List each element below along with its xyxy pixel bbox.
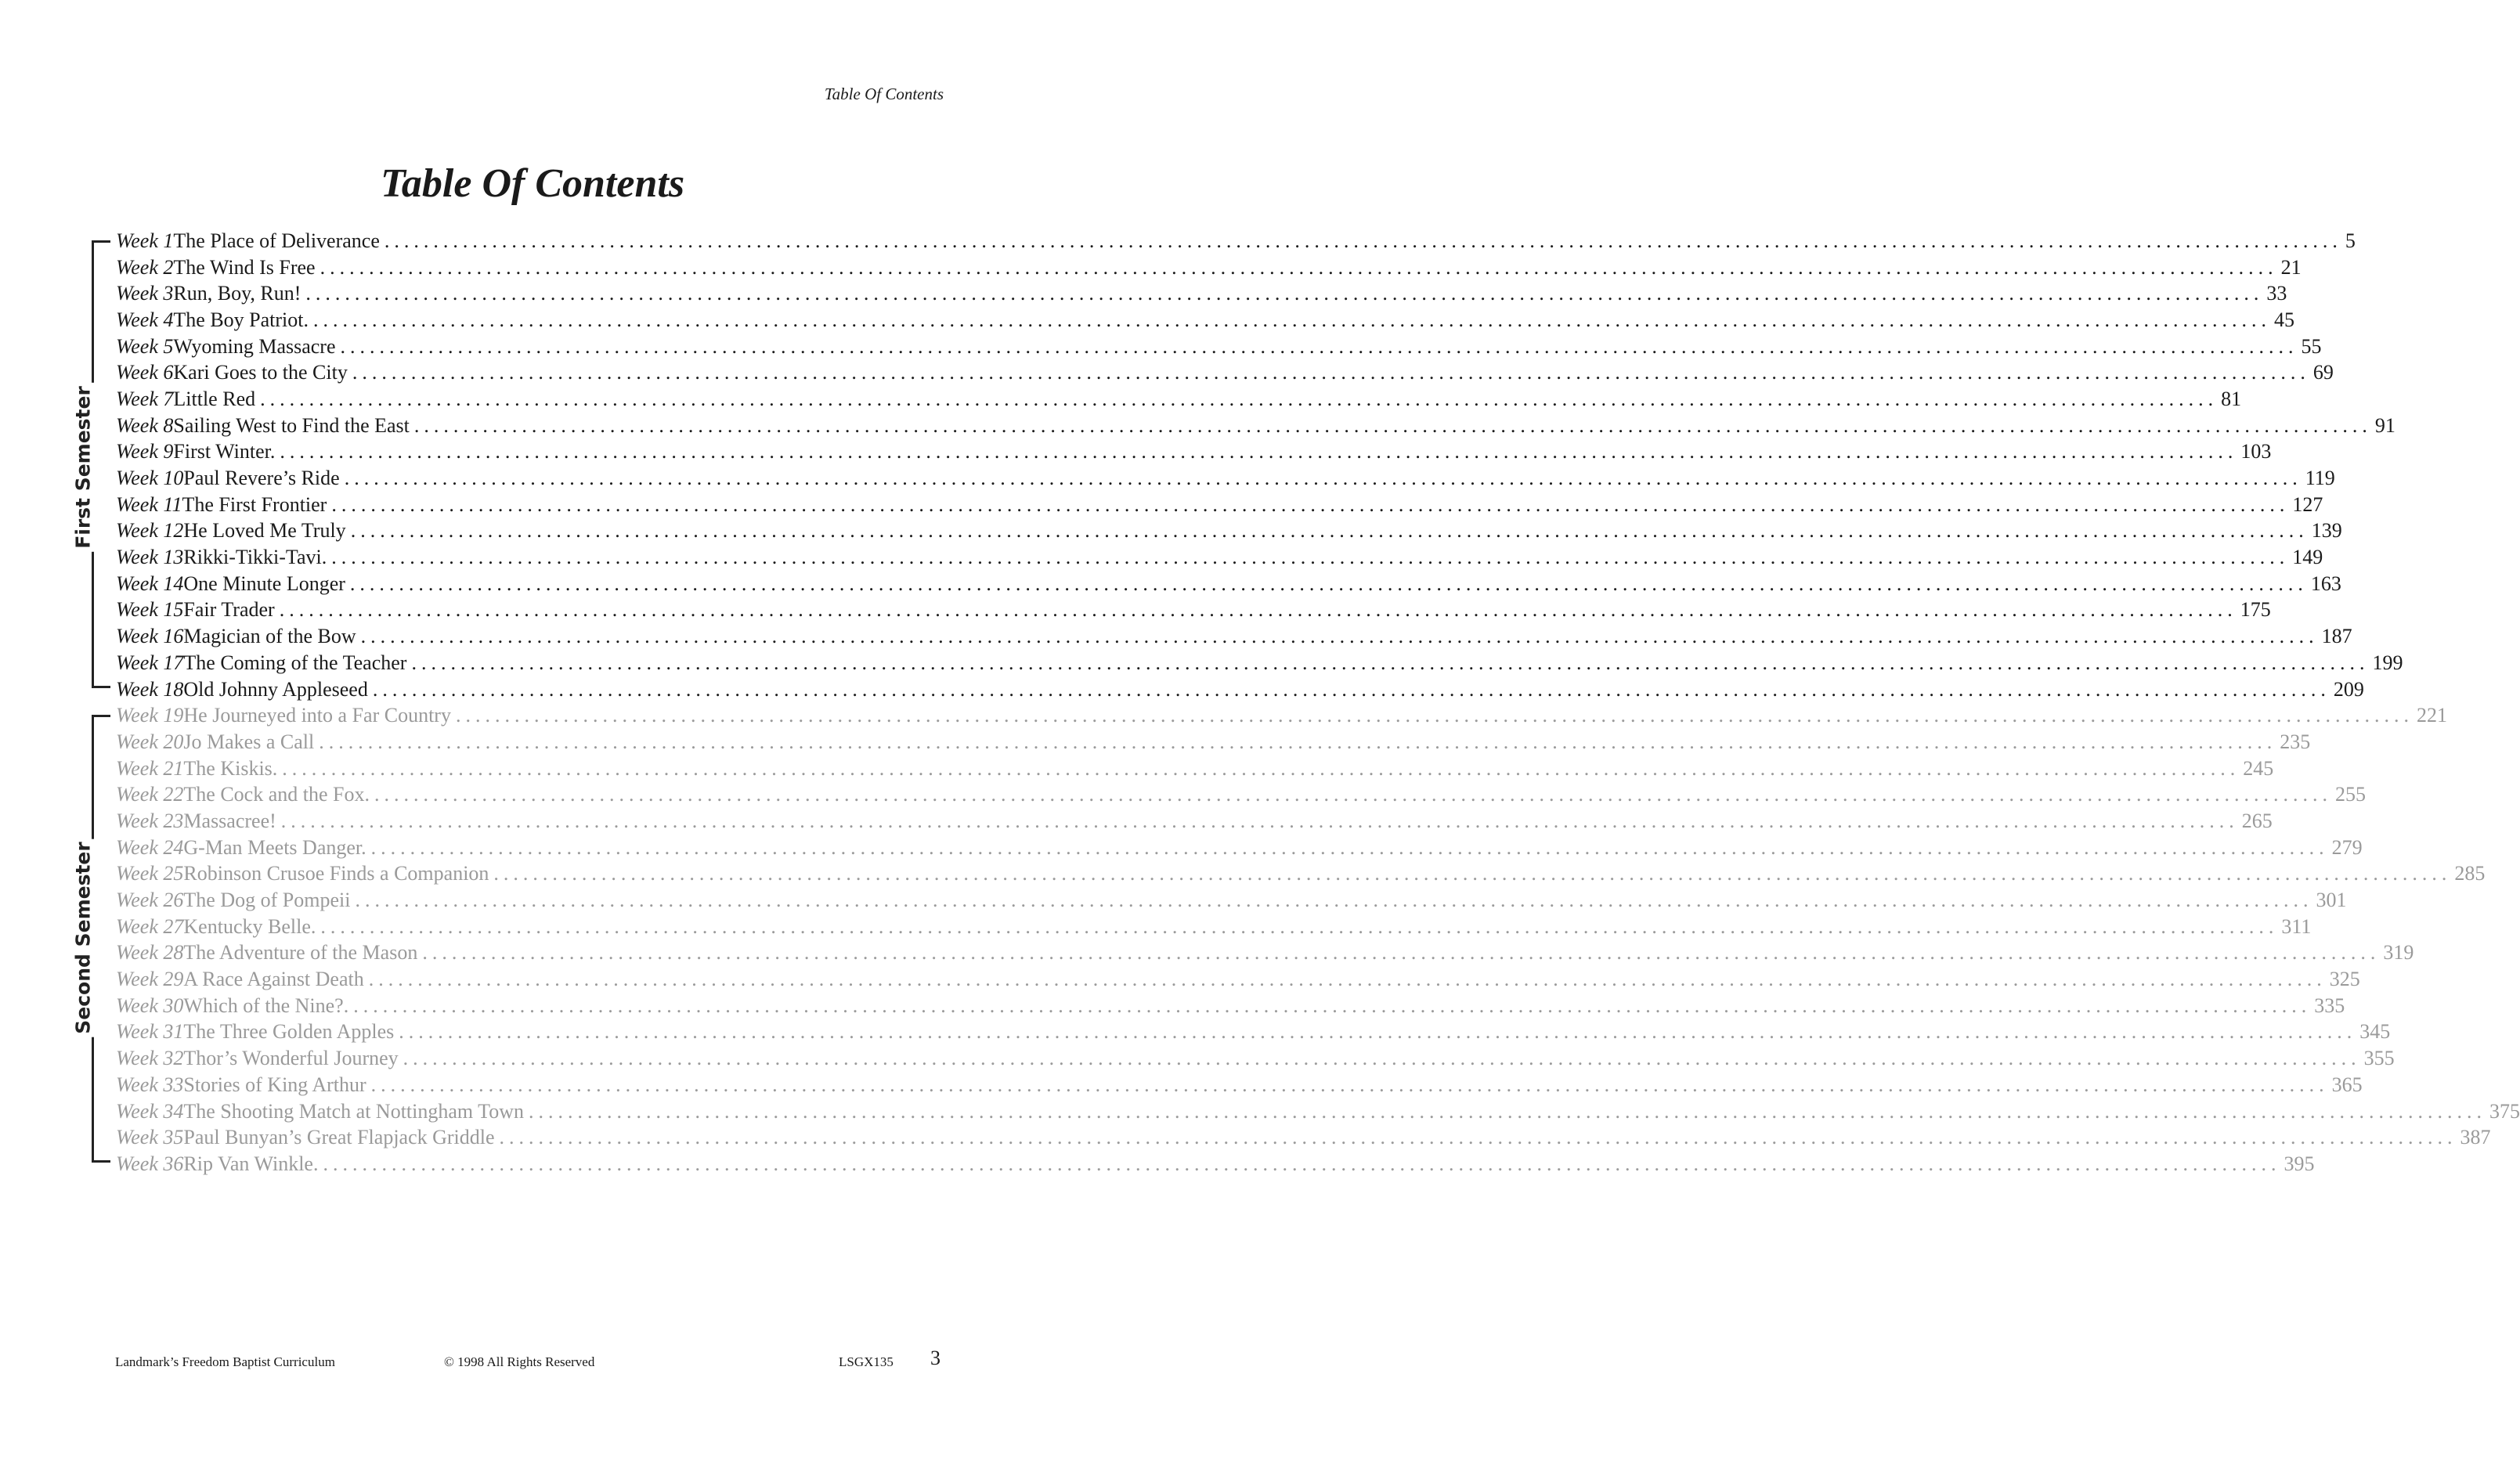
running-header: Table Of Contents <box>824 85 944 103</box>
entry-page: 5 <box>2345 229 2356 252</box>
toc-entry <box>116 439 2272 466</box>
entry-page: 255 <box>2334 783 2366 806</box>
dot-leader: ........................................................................................................................................................................................................ <box>279 598 2237 622</box>
entry-page: 127 <box>2292 492 2323 516</box>
entry-page: 245 <box>2243 756 2274 780</box>
toc-entry <box>116 1098 2520 1125</box>
entry-page: 119 <box>2305 467 2335 490</box>
dot-leader: ........................................................................................................................................................................................................ <box>280 440 2238 463</box>
week-label: Week 1 <box>116 229 174 252</box>
entry-title: Jo Makes a Call <box>183 730 315 753</box>
entry-page: 279 <box>2331 835 2363 859</box>
week-label: Week 4 <box>116 308 174 331</box>
entry-page: 199 <box>2372 651 2403 674</box>
dot-leader: ........................................................................................................................................................................................................ <box>374 783 2332 806</box>
entry-title: Little Red <box>173 387 256 410</box>
entry-page: 55 <box>2301 334 2322 358</box>
week-label: Week 25 <box>116 862 184 885</box>
week-label: Week 13 <box>116 546 184 569</box>
entry-title: One Minute Longer <box>183 572 345 595</box>
toc-entry <box>116 386 2242 413</box>
dot-leader: ........................................................................................................................................................................................................ <box>360 625 2319 648</box>
entry-title: The Wind Is Free <box>173 255 316 279</box>
entry-title: First Winter. <box>173 440 276 463</box>
entry-page: 209 <box>2333 677 2364 701</box>
entry-page: 345 <box>2359 1020 2391 1044</box>
entry-page: 221 <box>2416 704 2447 727</box>
entry-page: 265 <box>2241 809 2273 832</box>
entry-title: Massacree! <box>183 809 276 832</box>
dot-leader: ........................................................................................................................................................................................................ <box>368 968 2327 991</box>
toc-entry <box>116 650 2403 676</box>
entry-title: Robinson Crusoe Finds a Companion <box>183 862 489 885</box>
entry-page: 69 <box>2312 361 2334 384</box>
dot-leader: ........................................................................................................................................................................................................ <box>499 1126 2457 1149</box>
week-label: Week 24 <box>116 835 184 859</box>
week-label: Week 17 <box>116 651 184 674</box>
toc-entry <box>116 1151 2315 1177</box>
entry-title: Magician of the Bow <box>183 625 356 648</box>
dot-leader: ........................................................................................................................................................................................................ <box>372 677 2330 701</box>
week-label: Week 15 <box>116 598 184 622</box>
entry-title: Kentucky Belle. <box>183 914 316 938</box>
dot-leader: ........................................................................................................................................................................................................ <box>280 809 2239 832</box>
entry-title: The Cock and the Fox. <box>183 783 370 806</box>
entry-title: A Race Against Death <box>183 968 364 991</box>
entry-page: 21 <box>2280 255 2302 279</box>
week-label: Week 8 <box>116 413 174 437</box>
dot-leader: ........................................................................................................................................................................................................ <box>305 282 2264 305</box>
toc-entry <box>116 597 2271 624</box>
entry-title: The Dog of Pompeii <box>183 889 351 912</box>
toc-entry <box>116 781 2366 808</box>
week-label: Week 22 <box>116 783 184 806</box>
dot-leader: ........................................................................................................................................................................................................ <box>331 492 2290 516</box>
dot-leader: ........................................................................................................................................................................................................ <box>403 1047 2361 1070</box>
toc-entry <box>116 993 2345 1019</box>
dot-leader: ........................................................................................................................................................................................................ <box>282 756 2240 780</box>
entry-title: He Loved Me Truly <box>183 519 346 543</box>
first-semester-label: First Semester <box>72 383 95 552</box>
entry-title: Run, Boy, Run! <box>173 282 301 305</box>
entry-title: Rikki-Tikki-Tavi. <box>183 546 327 569</box>
entry-title: Fair Trader <box>183 598 275 622</box>
page-number: 3 <box>930 1347 940 1369</box>
entry-title: Wyoming Massacre <box>173 334 336 358</box>
entry-title: He Journeyed into a Far Country <box>183 704 451 727</box>
week-label: Week 16 <box>116 625 184 648</box>
dot-leader: ........................................................................................................................................................................................................ <box>370 835 2329 859</box>
toc-entry <box>116 729 2311 755</box>
toc-entry <box>116 861 2486 888</box>
entry-page: 375 <box>2489 1099 2520 1123</box>
week-label: Week 26 <box>116 889 184 912</box>
dot-leader: ........................................................................................................................................................................................................ <box>529 1099 2487 1123</box>
week-label: Week 34 <box>116 1099 184 1123</box>
toc-entry <box>116 228 2356 254</box>
toc-entry <box>116 465 2335 492</box>
week-label: Week 14 <box>116 572 184 595</box>
entry-page: 355 <box>2363 1047 2395 1070</box>
dot-leader: ........................................................................................................................................................................................................ <box>455 704 2413 727</box>
entry-page: 325 <box>2329 968 2360 991</box>
dot-leader: ........................................................................................................................................................................................................ <box>323 1152 2281 1175</box>
entry-page: 335 <box>2314 993 2345 1017</box>
entry-title: Sailing West to Find the East <box>173 413 410 437</box>
week-label: Week 27 <box>116 914 184 938</box>
week-label: Week 18 <box>116 677 184 701</box>
dot-leader: ........................................................................................................................................................................................................ <box>320 255 2278 279</box>
toc-entry <box>116 940 2414 967</box>
entry-title: Stories of King Arthur <box>183 1073 366 1096</box>
toc-entry <box>116 1045 2395 1072</box>
toc-entry <box>116 1124 2491 1151</box>
toc-entry <box>116 887 2347 914</box>
week-label: Week 5 <box>116 334 174 358</box>
week-label: Week 10 <box>116 467 184 490</box>
entry-page: 33 <box>2266 282 2287 305</box>
entry-title: Which of the Nine?. <box>183 993 349 1017</box>
week-label: Week 30 <box>116 993 184 1017</box>
entry-page: 81 <box>2221 387 2242 410</box>
toc-entry <box>116 492 2323 518</box>
dot-leader: ........................................................................................................................................................................................................ <box>344 467 2302 490</box>
toc-entry <box>116 1072 2363 1098</box>
entry-page: 311 <box>2281 914 2312 938</box>
entry-page: 139 <box>2311 519 2342 543</box>
entry-title: G-Man Meets Danger. <box>183 835 366 859</box>
entry-page: 319 <box>2383 941 2414 965</box>
entry-page: 91 <box>2374 413 2395 437</box>
dot-leader: ........................................................................................................................................................................................................ <box>313 308 2271 331</box>
toc-entry <box>116 571 2341 597</box>
entry-title: Thor’s Wonderful Journey <box>183 1047 399 1070</box>
dot-leader: ........................................................................................................................................................................................................ <box>355 889 2313 912</box>
entry-page: 45 <box>2274 308 2294 331</box>
dot-leader: ........................................................................................................................................................................................................ <box>384 229 2342 252</box>
toc-entry <box>116 334 2322 360</box>
entry-page: 187 <box>2321 625 2352 648</box>
entry-page: 103 <box>2240 440 2272 463</box>
week-label: Week 33 <box>116 1073 184 1096</box>
entry-page: 395 <box>2284 1152 2315 1175</box>
week-label: Week 3 <box>116 282 174 305</box>
toc-entry <box>116 1019 2391 1046</box>
toc-entry <box>116 359 2334 386</box>
dot-leader: ........................................................................................................................................................................................................ <box>413 413 2372 437</box>
toc-list <box>116 228 2520 1177</box>
week-label: Week 21 <box>116 756 184 780</box>
toc-entry <box>116 518 2342 545</box>
toc-entry <box>116 808 2273 835</box>
toc-entry <box>116 835 2363 861</box>
toc-entry <box>116 307 2294 334</box>
entry-title: The Shooting Match at Nottingham Town <box>183 1099 525 1123</box>
entry-title: The Adventure of the Mason <box>183 941 418 965</box>
dot-leader: ........................................................................................................................................................................................................ <box>260 387 2219 410</box>
entry-title: The Coming of the Teacher <box>183 651 407 674</box>
toc-entry <box>116 413 2395 439</box>
entry-title: The Place of Deliverance <box>173 229 380 252</box>
entry-page: 163 <box>2310 572 2341 595</box>
entry-title: Rip Van Winkle. <box>183 1152 319 1175</box>
entry-title: Kari Goes to the City <box>173 361 348 384</box>
entry-title: The First Frontier <box>182 492 327 516</box>
week-label: Week 7 <box>116 387 174 410</box>
week-label: Week 12 <box>116 519 184 543</box>
entry-page: 175 <box>2240 598 2271 622</box>
week-label: Week 36 <box>116 1152 184 1175</box>
footer-copyright: © 1998 All Rights Reserved <box>444 1354 595 1369</box>
week-label: Week 9 <box>116 440 174 463</box>
dot-leader: ........................................................................................................................................................................................................ <box>319 730 2277 753</box>
week-label: Week 23 <box>116 809 184 832</box>
toc-entry <box>116 280 2287 307</box>
toc-entry <box>116 254 2302 281</box>
footer-publisher: Landmark’s Freedom Baptist Curriculum <box>115 1354 335 1369</box>
week-label: Week 11 <box>116 492 182 516</box>
second-semester-label: Second Semester <box>72 838 95 1037</box>
dot-leader: ........................................................................................................................................................................................................ <box>493 862 2452 885</box>
toc-entry <box>116 623 2352 650</box>
entry-page: 301 <box>2316 889 2347 912</box>
week-label: Week 2 <box>116 255 174 279</box>
week-label: Week 20 <box>116 730 184 753</box>
entry-title: The Kiskis. <box>183 756 278 780</box>
footer-code: LSGX135 <box>839 1354 894 1369</box>
dot-leader: ........................................................................................................................................................................................................ <box>353 993 2312 1017</box>
dot-leader: ........................................................................................................................................................................................................ <box>349 572 2308 595</box>
dot-leader: ........................................................................................................................................................................................................ <box>411 651 2370 674</box>
toc-entry <box>116 702 2447 729</box>
entry-title: Old Johnny Appleseed <box>183 677 368 701</box>
toc-entry <box>116 544 2323 571</box>
week-label: Week 6 <box>116 361 174 384</box>
page-title: Table Of Contents <box>380 161 685 206</box>
entry-page: 387 <box>2460 1126 2491 1149</box>
toc-entry <box>116 914 2312 940</box>
toc-entry <box>116 676 2364 703</box>
week-label: Week 29 <box>116 968 184 991</box>
dot-leader: ........................................................................................................................................................................................................ <box>340 334 2298 358</box>
dot-leader: ........................................................................................................................................................................................................ <box>331 546 2290 569</box>
week-label: Week 35 <box>116 1126 184 1149</box>
week-label: Week 31 <box>116 1020 184 1044</box>
dot-leader: ........................................................................................................................................................................................................ <box>350 519 2309 543</box>
dot-leader: ........................................................................................................................................................................................................ <box>422 941 2381 965</box>
entry-page: 285 <box>2454 862 2486 885</box>
week-label: Week 32 <box>116 1047 184 1070</box>
dot-leader: ........................................................................................................................................................................................................ <box>320 914 2279 938</box>
entry-page: 235 <box>2280 730 2311 753</box>
entry-title: The Boy Patriot. <box>173 308 309 331</box>
dot-leader: ........................................................................................................................................................................................................ <box>352 361 2310 384</box>
entry-title: The Three Golden Apples <box>183 1020 395 1044</box>
dot-leader: ........................................................................................................................................................................................................ <box>399 1020 2357 1044</box>
week-label: Week 19 <box>116 704 184 727</box>
entry-page: 365 <box>2331 1073 2363 1096</box>
entry-title: Paul Revere’s Ride <box>183 467 340 490</box>
toc-entry <box>116 966 2360 993</box>
toc-entry <box>116 755 2274 782</box>
entry-title: Paul Bunyan’s Great Flapjack Griddle <box>183 1126 495 1149</box>
dot-leader: ........................................................................................................................................................................................................ <box>370 1073 2329 1096</box>
week-label: Week 28 <box>116 941 184 965</box>
entry-page: 149 <box>2292 546 2323 569</box>
